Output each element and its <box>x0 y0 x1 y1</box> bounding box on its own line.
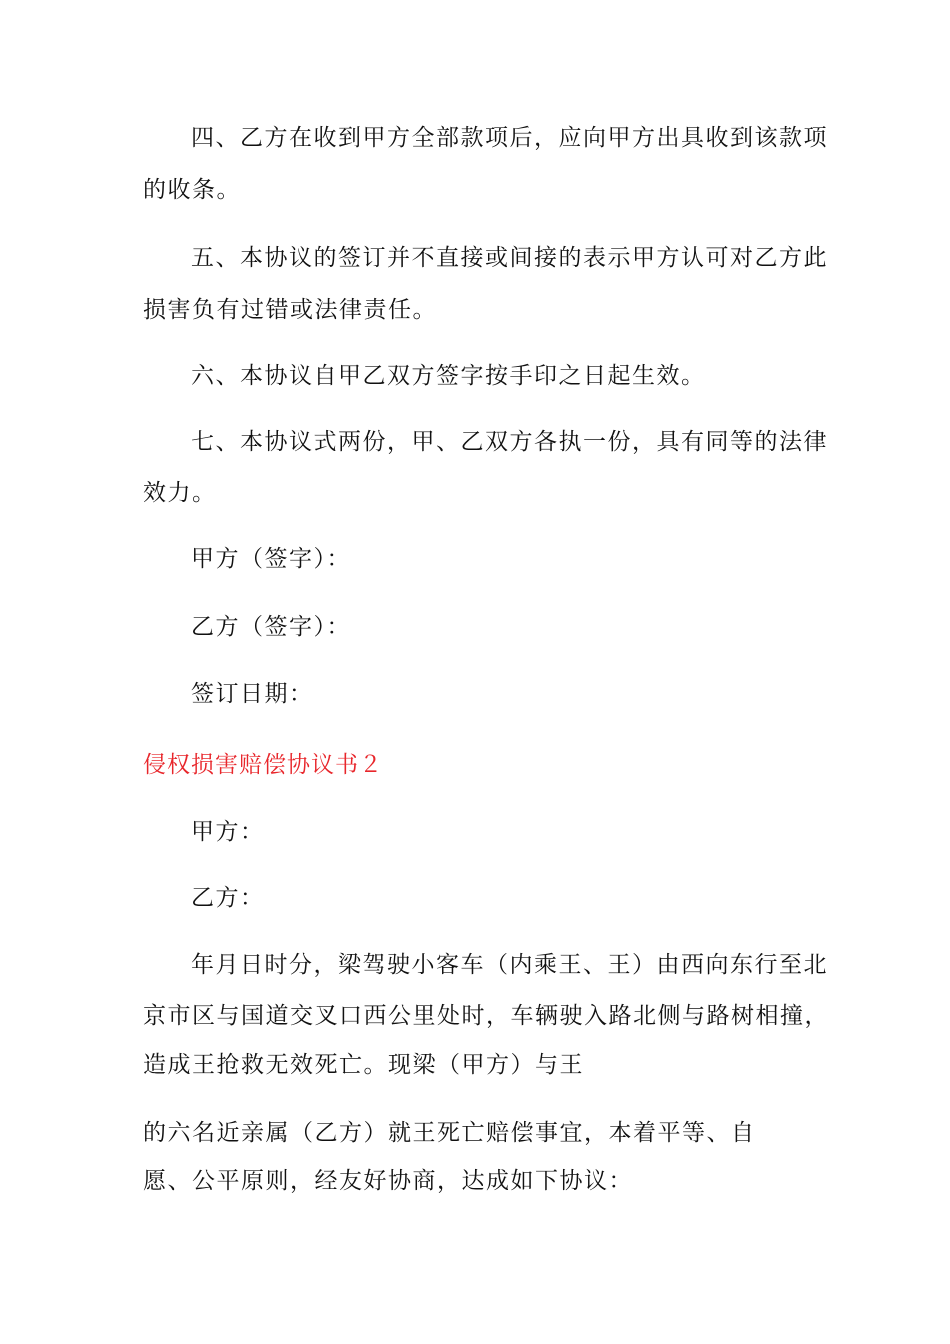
section-2-para-1-line-1: 年月日时分，梁驾驶小客车（内乘王、王）由西向东行至北 <box>191 952 828 978</box>
sign-date-label: 签订日期： <box>191 681 314 707</box>
clause-5-line-1: 五、本协议的签订并不直接或间接的表示甲方认可对乙方此 <box>191 245 828 271</box>
clause-4-line-1: 四、乙方在收到甲方全部款项后，应向甲方出具收到该款项 <box>191 125 828 151</box>
section-2-para-2-line-1: 的六名近亲属（乙方）就王死亡赔偿事宜，本着平等、自 <box>143 1120 756 1146</box>
section-2-para-2-line-2: 愿、公平原则，经友好协商，达成如下协议： <box>143 1168 633 1194</box>
section-2-party-a: 甲方： <box>191 819 265 845</box>
clause-6-line-1: 六、本协议自甲乙双方签字按手印之日起生效。 <box>191 363 706 389</box>
section-2-para-1-line-3: 造成王抢救无效死亡。现梁（甲方）与王 <box>143 1052 584 1078</box>
section-2-para-1-line-2: 京市区与国道交叉口西公里处时，车辆驶入路北侧与路树相撞， <box>143 1003 829 1029</box>
clause-7-line-2: 效力。 <box>143 480 217 506</box>
clause-4-line-2: 的收条。 <box>143 177 241 203</box>
signature-party-a: 甲方（签字）： <box>191 546 351 572</box>
section-2-heading: 侵权损害赔偿协议书２ <box>143 752 383 778</box>
clause-5-line-2: 损害负有过错或法律责任。 <box>143 297 437 323</box>
section-2-party-b: 乙方： <box>191 885 265 911</box>
signature-party-b: 乙方（签字）： <box>191 614 351 640</box>
clause-7-line-1: 七、本协议式两份，甲、乙双方各执一份，具有同等的法律 <box>191 429 828 455</box>
